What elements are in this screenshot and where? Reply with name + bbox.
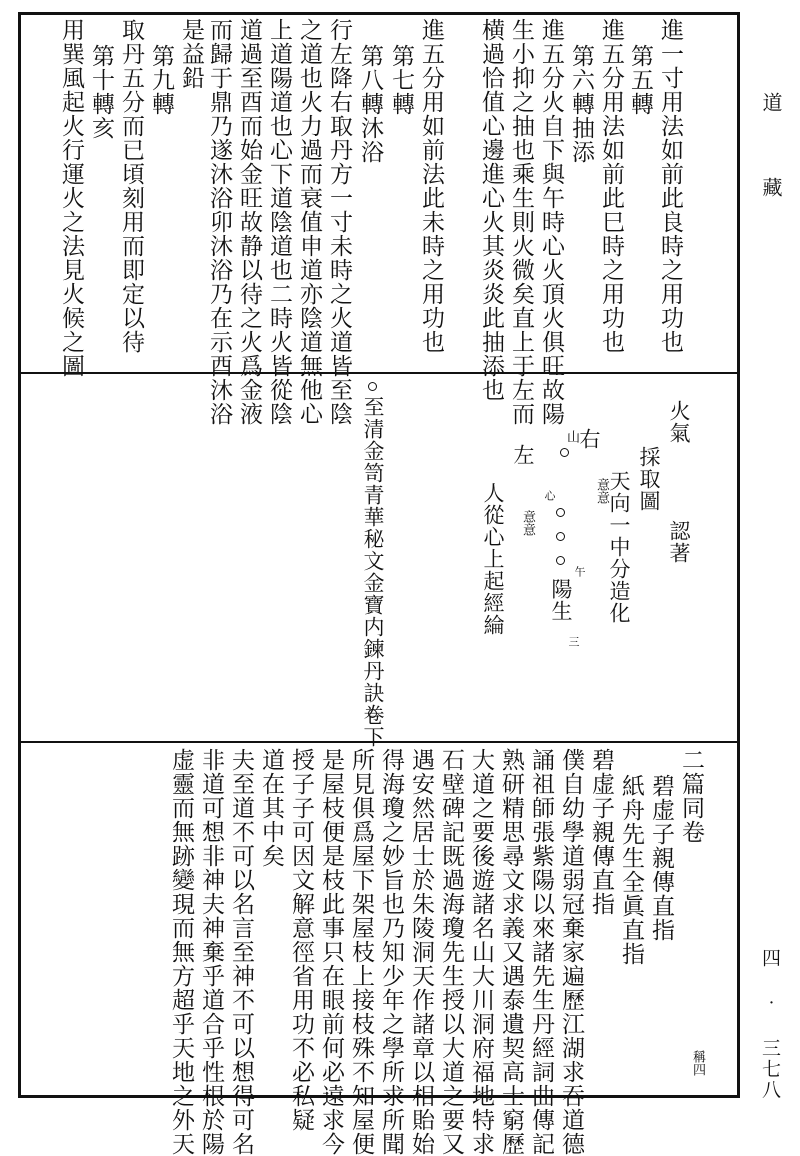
- text-column: 第八轉沐浴: [357, 44, 383, 164]
- text-column: 虚靈而無跡變現而無方超乎天地之外天: [168, 748, 194, 1156]
- text-column: 取丹五分而已頃刻用而即定以待: [118, 18, 144, 354]
- diagram-noon-mark: 午: [573, 566, 586, 577]
- diagram-label-left: 左: [511, 444, 535, 466]
- collection-name-char-1: 道: [759, 92, 783, 114]
- text-column: 生小抑之抽也乘生則火微矣直上于左而: [508, 18, 534, 426]
- text-column: 所見俱爲屋下架屋枝上接枝殊不知屋便: [348, 748, 374, 1156]
- page-number: 四 ‧ 三七八: [759, 948, 781, 1101]
- text-column: 道在其中矣: [258, 748, 284, 868]
- chapter-title: 至清金笥青華秘文金寶内鍊丹訣卷下: [361, 396, 385, 748]
- text-column: 之道也火力過而衰值申道亦陰道無他心: [296, 18, 322, 426]
- text-column: 横過恰值心邊進心火其炎炎此抽添也: [478, 18, 504, 402]
- text-column: 進一寸用法如前此良時之用功也: [657, 18, 683, 354]
- text-column: 第九轉: [148, 44, 174, 116]
- text-column: 第六轉抽添: [568, 44, 594, 164]
- diagram-label-right: 右: [577, 428, 601, 450]
- text-column: 道過至酉而始金旺故静以待之火爲金液: [236, 18, 262, 426]
- text-column: 碧虚子親傳直指: [648, 774, 674, 942]
- text-column: 第十轉亥: [88, 44, 114, 140]
- text-column: 授子子可因文解意徑省用功不必私疑: [288, 748, 314, 1132]
- diagram-circle: [560, 448, 569, 457]
- text-column: 碧虚子親傳直指: [588, 748, 614, 916]
- text-column: 僕自幼學道弱冠棄家遍歷江湖求吞道德: [558, 748, 584, 1156]
- text-column: 誦祖師張紫陽以來諸先生丹經詞曲傳記: [528, 748, 554, 1156]
- text-column: 熟研精思尋文求義又遇泰遺契高士窮歷: [498, 748, 524, 1156]
- diagram-side-mark: 三: [567, 636, 580, 647]
- diagram-note-1: 意意: [594, 478, 609, 504]
- text-column: 二篇同卷: [678, 748, 704, 844]
- text-column: 進五分用如前法此未時之用功也: [418, 18, 444, 354]
- text-column: 是益鉛: [178, 18, 204, 90]
- bullet-circle: [368, 709, 377, 718]
- text-column: 上道陽道也心下道陰道也二時火皆從陰: [266, 18, 292, 426]
- diagram-yang-born: 陽生: [549, 578, 573, 622]
- text-column: 進五分火自下與午時心火頂火俱旺故陽: [538, 18, 564, 426]
- diagram-line-human: 人從心上起經綸: [481, 482, 505, 636]
- diagram-side-mark: 心: [543, 490, 556, 501]
- text-column: 大道之要後遊諸名山大川洞府福地特求: [468, 748, 494, 1156]
- text-column: 用巽風起火行運火之法見火候之圖: [58, 18, 84, 378]
- text-column: 是屋枝便是枝此事只在眼前何必遠求今: [318, 748, 344, 1156]
- text-column: 石壁碑記既過海瓊先生授以大道之要又: [438, 748, 464, 1156]
- collection-name-char-2: 藏: [759, 177, 783, 199]
- text-column: 行左降右取丹方一寸未時之火道皆至陰: [326, 18, 352, 426]
- text-column: 遇安然居士於朱陵洞天作諸章以相貽始: [408, 748, 434, 1156]
- diagram-circle: [556, 508, 565, 517]
- bullet-circle: [368, 382, 377, 391]
- text-column: 得海瓊之妙旨也乃知少年之學所求所聞: [378, 748, 404, 1156]
- diagram-heading: 火氣: [667, 400, 691, 444]
- diagram-line-heaven: 天向一中分造化: [607, 470, 631, 624]
- text-column: 而歸于鼎乃遂沐浴卯沐浴乃在示酉沐浴: [206, 18, 232, 426]
- text-column: 夫至道不可以名言至神不可以想得可名: [228, 748, 254, 1156]
- text-column: 第七轉: [388, 44, 414, 116]
- diagram-label-top: 山: [564, 430, 579, 443]
- diagram-circle: [556, 532, 565, 541]
- diagram-subheading: 採取圖: [637, 446, 661, 512]
- folio-mark: 稱四: [690, 1050, 705, 1076]
- text-column: 非道可想非神夫神棄乎道合乎性根於陽: [198, 748, 224, 1156]
- panel-divider-1: [21, 372, 737, 374]
- diagram-circle: [556, 556, 565, 565]
- text-column: 紙舟先生全眞直指: [618, 774, 644, 966]
- text-column: 進五分用法如前此巳時之用功也: [598, 18, 624, 354]
- diagram-author: 認著: [667, 520, 691, 564]
- text-column: 第五轉: [627, 44, 653, 116]
- diagram-note-2: 意意: [520, 510, 535, 536]
